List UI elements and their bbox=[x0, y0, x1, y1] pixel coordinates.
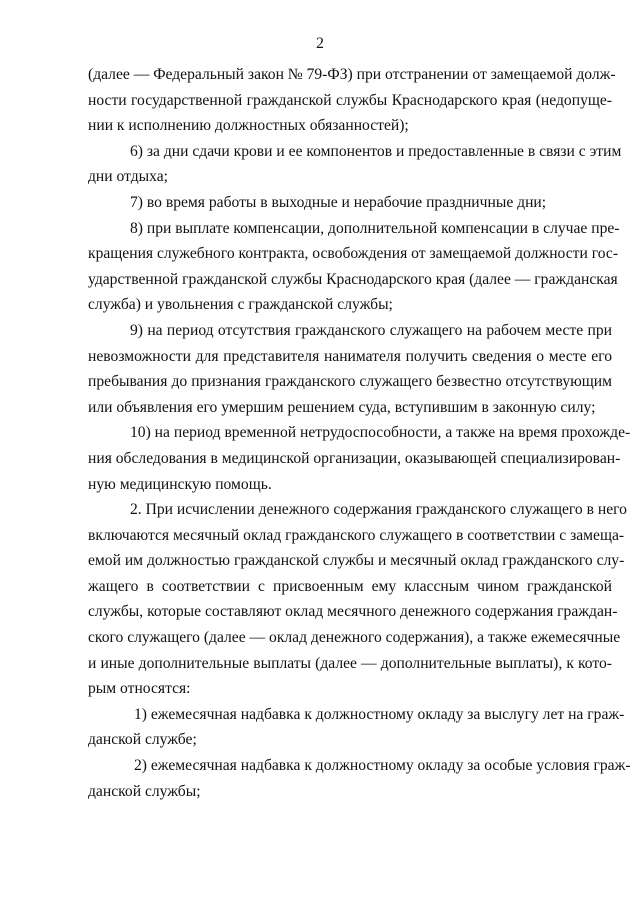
text-line: ния обследования в медицинской организации, оказывающей специализирован- bbox=[88, 449, 621, 467]
text-line: 7) во время работы в выходные и нерабочие праздничные дни; bbox=[130, 193, 547, 211]
text-line: ную медицинскую помощь. bbox=[88, 475, 272, 493]
text-line: ности государственной гражданской службы Краснодарского края (недопуще- bbox=[88, 91, 612, 109]
text-line: пребывания до признания гражданского служащего безвестно отсутствующим bbox=[88, 373, 612, 391]
text-line: 8) при выплате компенсации, дополнительной компенсации в случае пре- bbox=[130, 219, 620, 237]
text-line: кращения служебного контракта, освобождения от замещаемой должности гос- bbox=[88, 245, 619, 263]
page-number: 2 bbox=[316, 35, 324, 52]
text-line: или объявления его умершим решением суда, вступившим в законную силу; bbox=[88, 398, 596, 416]
text-line: включаются месячный оклад гражданского служащего в соответствии с замеща- bbox=[88, 526, 625, 544]
text-line: 6) за дни сдачи крови и ее компонентов и предоставленные в связи с этим bbox=[130, 142, 622, 160]
text-line: рым относятся: bbox=[88, 680, 191, 698]
text-line: и иные дополнительные выплаты (далее — дополнительные выплаты), к кото- bbox=[88, 654, 612, 672]
text-line: 1) ежемесячная надбавка к должностному окладу за выслугу лет на граж- bbox=[134, 705, 625, 723]
text-line: 9) на период отсутствия гражданского служащего на рабочем месте при bbox=[130, 321, 612, 339]
text-line: данской службе; bbox=[88, 731, 197, 749]
text-line: (далее — Федеральный закон № 79-ФЗ) при отстранении от замещаемой долж- bbox=[88, 66, 616, 83]
text-line: дни отдыха; bbox=[88, 168, 168, 186]
text-line: данской службы; bbox=[88, 782, 201, 800]
body-text bbox=[88, 62, 631, 804]
text-line: жащего в соответствии с присвоенным ему классным чином гражданской bbox=[88, 577, 612, 595]
text-line: служба) и увольнения с гражданской службы; bbox=[88, 296, 393, 314]
text-line: емой им должностью гражданской службы и месячный оклад гражданского слу- bbox=[88, 552, 625, 570]
text-line: нии к исполнению должностных обязанностей); bbox=[88, 117, 409, 135]
text-line: 10) на период временной нетрудоспособности, а также на время прохожде- bbox=[130, 424, 631, 442]
text-line: ского служащего (далее — оклад денежного содержания), а также ежемесячные bbox=[88, 629, 621, 647]
text-line: ударственной гражданской службы Краснодарского края (далее — гражданская bbox=[88, 270, 618, 288]
text-line: 2) ежемесячная надбавка к должностному окладу за особые условия граж- bbox=[134, 757, 631, 775]
text-line: службы, которые составляют оклад месячного денежного содержания граждан- bbox=[88, 603, 618, 621]
text-line: невозможности для представителя нанимателя получить сведения о месте его bbox=[88, 347, 612, 365]
text-line: 2. При исчислении денежного содержания гражданского служащего в него bbox=[130, 501, 627, 519]
